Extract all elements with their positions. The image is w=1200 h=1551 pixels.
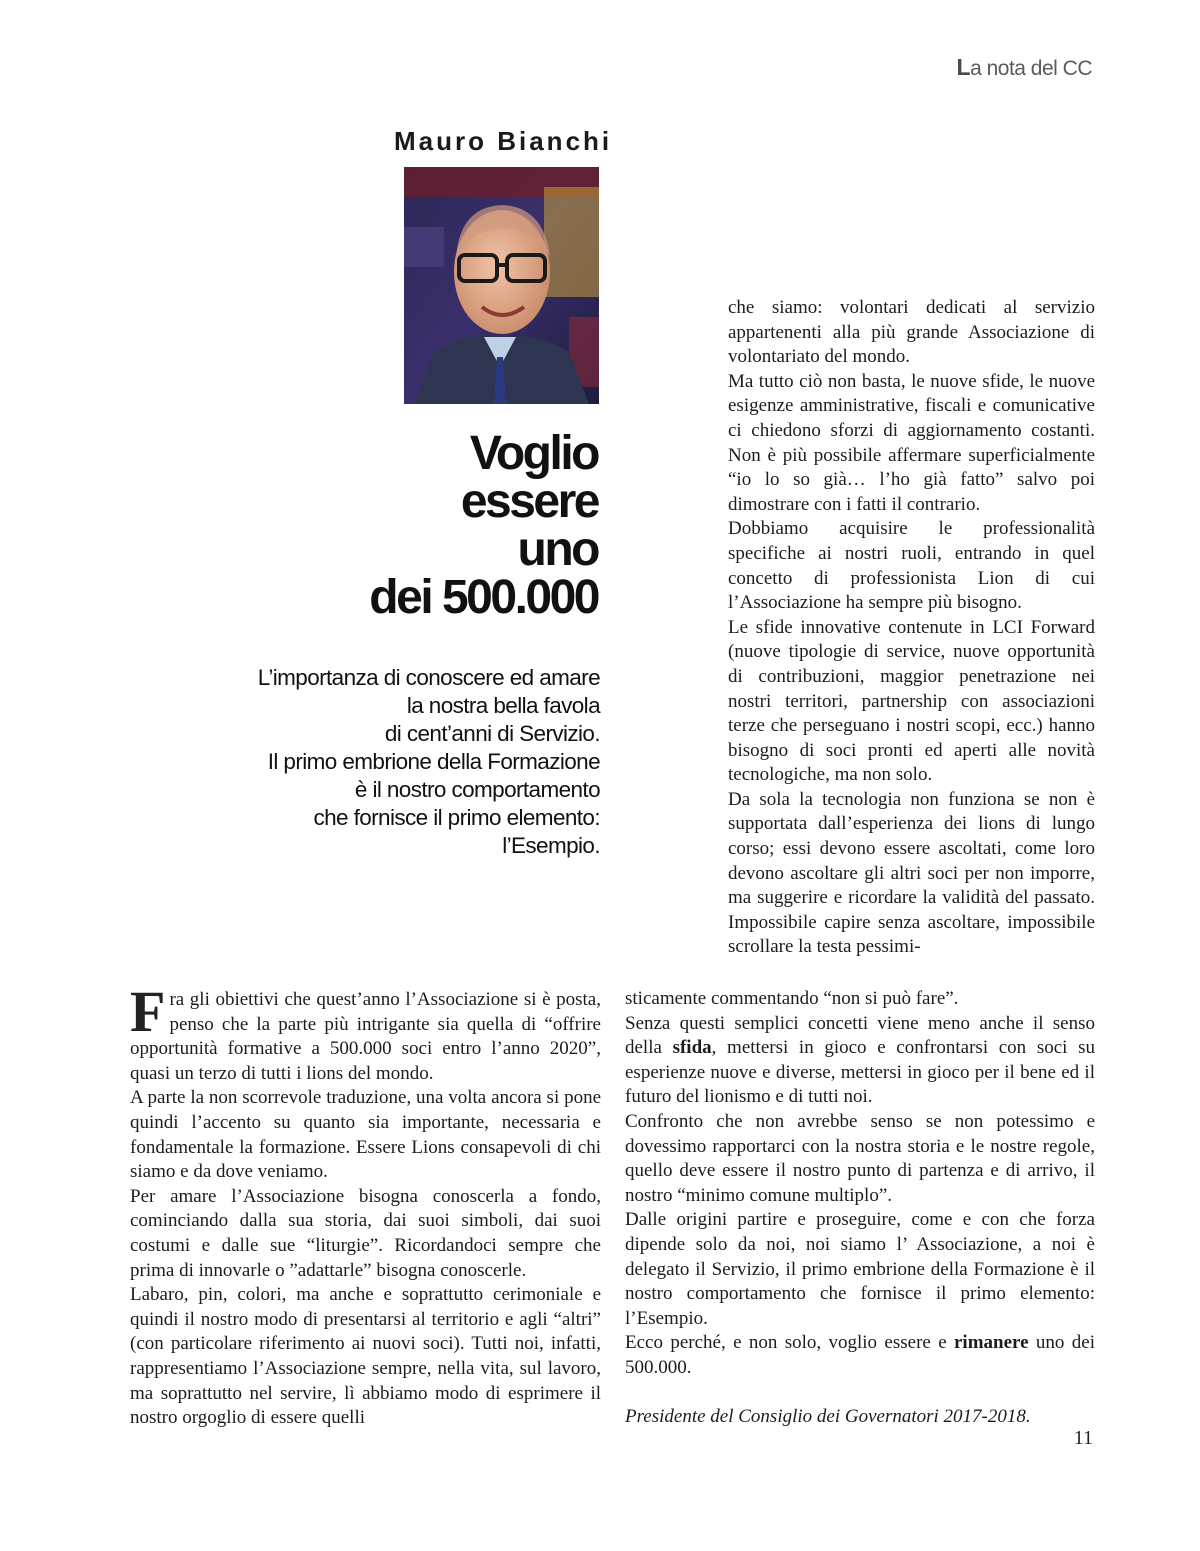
paragraph: A parte la non scorrevole traduzione, una volta ancora si pone quindi l’accento su quanto sia importante, necessaria e fondamentale la formazione. Essere Lions consapevoli di chi siamo e da dove veniamo. — [130, 1087, 601, 1183]
paragraph: che siamo: volontari dedicati al servizio appartenenti alla più grande Associazione di volontariato del mondo. — [728, 297, 1095, 368]
text-run: Ecco perché, e non solo, voglio essere e — [625, 1332, 954, 1354]
author-photo — [404, 167, 599, 404]
paragraph — [625, 1012, 1095, 1110]
bold-text: rimanere — [954, 1332, 1029, 1354]
drop-cap: F — [130, 979, 166, 1044]
paragraph: Ma tutto ciò non basta, le nuove sfide, le nuove esigenze amministrative, fiscali e comunicative ci chiedono sforzi di aggiornamento costanti. Non è più possibile affermare superficialmente “io lo so già… l’ho già fatto” salvo poi dimostrare con i fatti il contrario. — [728, 370, 1095, 515]
subhead-line: è il nostro comportamento — [354, 777, 600, 802]
subhead-line: Il primo embrione della Formazione — [267, 749, 600, 774]
headline-line: uno — [517, 523, 598, 576]
paragraph: Dobbiamo acquisire le professionalità specifiche ai nostri ruoli, entrando in quel concetto di professionista Lion di cui l’Associazione ha sempre più bisogno. — [728, 518, 1095, 614]
body-column-left — [130, 979, 601, 1431]
text-run: uno dei 500.000. — [625, 1332, 1095, 1378]
body-column-right-lower — [625, 987, 1095, 1429]
paragraph — [625, 1331, 1095, 1380]
portrait-photo-icon — [404, 167, 599, 404]
subhead-line: di cent’anni di Servizio. — [384, 721, 600, 746]
headline-line: essere — [460, 475, 598, 528]
paragraph: Labaro, pin, colori, ma anche e soprattutto cerimoniale e quindi il nostro modo di presentarsi al territorio e agli “altri” (con particolare riferimento ai nuovi soci). Tutti noi, infatti, rappresentiamo l’Associazione sempre, nella vita, sul lavoro, ma soprattutto nel servire, lì abbiamo modo di esprimere il nostro orgoglio di essere quelli — [130, 1284, 601, 1429]
author-name: Mauro Bianchi — [394, 126, 613, 156]
article-subhead — [160, 664, 600, 860]
text-run: Senza questi semplici concetti viene meno anche il senso della — [625, 1012, 1095, 1059]
section-label — [957, 54, 1092, 81]
headline-line: Voglio — [469, 427, 598, 480]
author-signature: Presidente del Consiglio dei Governatori 2017-2018. — [625, 1405, 1031, 1427]
paragraph: Per amare l’Associazione bisogna conoscerla a fondo, cominciando dalla sua storia, dai suoi simboli, dai suoi costumi e dalle sue “liturgie”. Ricordandoci sempre che prima di innovarle o ”adattarle” bisogna conoscerle. — [130, 1185, 601, 1281]
page-number: 11 — [1073, 1427, 1093, 1449]
bold-text: sfida — [672, 1037, 712, 1059]
subhead-line: L’importanza di conoscere ed amare — [257, 665, 600, 690]
paragraph: sticamente commentando “non si può fare”. — [625, 988, 959, 1009]
section-label-initial: L — [956, 54, 971, 80]
paragraph: Dalle origini partire e proseguire, come e con che forza dipende solo da noi, noi siamo l’ Associazione, a noi è delegato il Servizio, il primo embrione della Formazione è il nostro comportamento che fornisce il primo elemento: l’Esempio. — [625, 1209, 1095, 1329]
text-run: ra gli obiettivi che quest’anno l’Associazione si è posta, penso che la parte più intrigante sia quella di “offrire opportunità formative a 500.000 soci entro l’anno 2020”, quasi un terzo di tutti i lions del mondo. — [130, 989, 601, 1084]
paragraph: Le sfide innovative contenute in LCI Forward (nuove tipologie di service, nuove opportunità di contribuzioni, maggior penetrazione nei nostri territori, partnership con associazioni terze che perseguano i nostri scopi, ecc.) hanno bisogno di soci pronti ed aperti alle novità tecnologiche, ma non solo. — [728, 616, 1095, 786]
subhead-line: la nostra bella favola — [406, 693, 600, 718]
headline-line: dei 500.000 — [369, 571, 598, 624]
article-headline — [280, 427, 598, 624]
paragraph: Confronto che non avrebbe senso se non potessimo e dovessimo rapportarci con la nostra storia e le nostre regole, quello deve essere il nostro punto di partenza e di arrivo, il nostro “minimo comune multiplo”. — [625, 1110, 1095, 1206]
paragraph — [130, 979, 601, 1086]
text-run: , mettersi in gioco e confrontarsi con soci su esperienze nuove e diverse, mettersi in gioco per il bene ed il futuro del lionismo e di tutti noi. — [625, 1037, 1095, 1108]
section-label-text: a nota del CC — [970, 57, 1092, 80]
subhead-line: che fornisce il primo elemento: — [313, 805, 600, 830]
paragraph: Da sola la tecnologia non funziona se non è supportata dall’esperienza dei lions di lungo corso; essi devono essere ascoltati, come loro devono ascoltare gli altri soci per non imporre, ma suggerire e ricordare la validità del passato. Impossibile capire senza ascoltare, impossibile scrollare la testa pessimi- — [728, 788, 1095, 958]
subhead-line: l’Esempio. — [502, 833, 600, 858]
body-column-right — [728, 296, 1095, 960]
